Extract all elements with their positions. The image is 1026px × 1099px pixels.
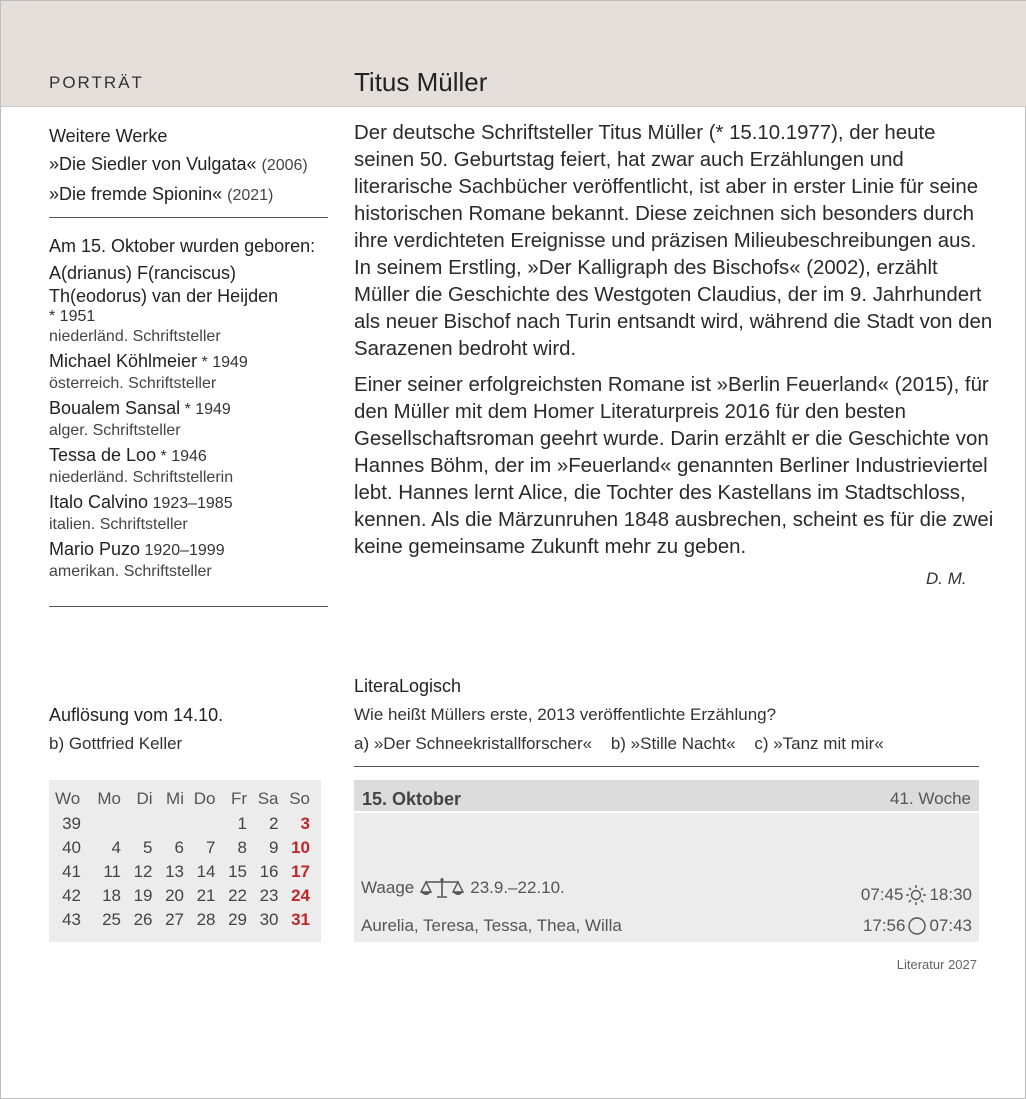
person-name: Tessa de Loo (49, 445, 157, 465)
week-number: 41 (62, 862, 81, 881)
born-list (49, 233, 328, 585)
article-body (354, 120, 994, 570)
person-desc: italien. Schriftsteller (49, 516, 188, 533)
work-year: (2006) (261, 157, 308, 174)
calendar-day: 8 (237, 838, 247, 857)
calendar-day-sunday: 3 (300, 814, 310, 833)
libra-scales-icon (420, 876, 464, 900)
quiz-options (354, 734, 898, 754)
calendar-day: 15 (228, 862, 247, 881)
calendar-day: 11 (103, 862, 121, 881)
quiz-option-b: b) »Stille Nacht« (610, 734, 736, 753)
calendar-header: Do (193, 789, 216, 808)
calendar-day: 13 (165, 862, 184, 881)
person-desc: österreich. Schriftsteller (49, 375, 217, 392)
footer-label: Literatur 2027 (896, 957, 977, 972)
person-years: * 1949 (201, 354, 248, 371)
calendar-header: Mo (97, 789, 121, 808)
section-label: PORTRÄT (49, 73, 144, 92)
calendar-week-row (49, 812, 310, 836)
solution-title: Auflösung vom 14.10. (49, 705, 224, 725)
person-entry (49, 397, 328, 441)
person-years: 1923–1985 (152, 495, 233, 512)
calendar-day: 19 (133, 886, 153, 905)
calendar-day (121, 812, 153, 836)
calendar-day: 25 (102, 910, 121, 929)
person-name: Italo Calvino (49, 492, 149, 512)
day-info-box (354, 780, 979, 942)
person-desc: niederländ. Schriftsteller (49, 328, 221, 345)
calendar-day: 6 (174, 838, 184, 857)
calendar-header: Wo (55, 789, 81, 808)
calendar-day: 2 (269, 814, 279, 833)
further-works (49, 123, 328, 210)
divider (49, 217, 328, 218)
calendar-day: 7 (206, 838, 216, 857)
calendar-day (184, 812, 216, 836)
calendar-day: 27 (165, 910, 184, 929)
person-years: * 1946 (160, 448, 207, 465)
calendar-day: 4 (111, 838, 121, 857)
solution-answer: b) Gottfried Keller (49, 734, 183, 753)
calendar-day-sunday: 24 (291, 886, 310, 905)
calendar-day: 12 (133, 862, 153, 881)
person-name: Michael Köhlmeier (49, 351, 198, 371)
calendar-day: 23 (259, 886, 279, 905)
divider (354, 766, 979, 767)
quiz-title: LiteraLogisch (354, 676, 462, 696)
moon-times (863, 916, 972, 936)
person-name: Mario Puzo (49, 539, 141, 559)
calendar-day: 5 (143, 838, 153, 857)
sun-icon (905, 884, 927, 906)
calendar-day: 1 (237, 814, 247, 833)
calendar-day: 18 (102, 886, 121, 905)
calendar-day-sunday: 10 (291, 838, 310, 857)
calendar-day-sunday: 17 (291, 862, 310, 881)
calendar-header: Mi (166, 789, 184, 808)
person-years: * 1949 (184, 401, 231, 418)
quiz-option-a: a) »Der Schneekristallforscher« (354, 734, 593, 753)
week-number: 39 (62, 814, 81, 833)
work-title: »Die fremde Spionin« (49, 184, 223, 204)
calendar-day: 28 (196, 910, 216, 929)
calendar-header: Sa (257, 789, 279, 808)
calendar-week-row (49, 908, 310, 932)
person-entry (49, 350, 328, 394)
week-number: 42 (62, 886, 81, 905)
zodiac-range: 23.9.–22.10. (470, 878, 565, 897)
zodiac-name: Waage (361, 878, 415, 897)
header-band (1, 1, 1026, 107)
further-works-heading: Weitere Werke (49, 126, 168, 146)
calendar-header-row (49, 786, 310, 812)
quiz-question: Wie heißt Müllers erste, 2013 veröffentlichte Erzählung? (354, 705, 777, 724)
person-desc: alger. Schriftsteller (49, 422, 181, 439)
month-calendar-table (49, 786, 310, 932)
name-days: Aurelia, Teresa, Tessa, Thea, Willa (361, 916, 622, 935)
calendar-header: Di (136, 789, 153, 808)
calendar-day: 20 (165, 886, 184, 905)
week-label: 41. Woche (890, 789, 971, 808)
person-name: A(drianus) F(ranciscus) Th(eodorus) van der Heijden (49, 263, 279, 306)
calendar-week-row (49, 884, 310, 908)
person-entry (49, 444, 328, 488)
calendar-day: 14 (196, 862, 216, 881)
article-paragraph: Der deutsche Schriftsteller Titus Müller (* 15.10.1977), der heute seinen 50. Geburtstag feiert, hat zwar auch Erzählungen und literarische Sachbücher veröffentlicht, ist aber in erster Linie für seine historischen Romane bekannt. Diese zeichnen sich besonders durch ihre verdichteten Ereignisse und präzisen Milieubeschreibungen aus. In seinem Erstling, »Der Kalligraph des Bischofs« (2002), erzählt Müller die Geschichte des Westgoten Claudius, der im 9. Jahrhundert als neuer Bischof nach Turin entsandt wird, während die Stadt von den Sarazenen bedroht wird. (354, 122, 993, 360)
calendar-header: So (289, 789, 310, 808)
moonset-time: 07:43 (929, 916, 972, 935)
calendar-day: 29 (228, 910, 247, 929)
calendar-day: 30 (259, 910, 279, 929)
author-initials: D. M. (926, 569, 967, 588)
calendar-day: 9 (269, 838, 279, 857)
calendar-day-sunday: 31 (291, 910, 310, 929)
page-title: Titus Müller (354, 67, 488, 97)
sunset-time: 18:30 (929, 885, 972, 904)
person-years: 1920–1999 (144, 542, 225, 559)
sunrise-time: 07:45 (860, 885, 904, 904)
article-paragraph: Einer seiner erfolgreichsten Romane ist »Berlin Feuerland« (2015), für den Müller mit dem Homer Literaturpreis 2016 für den besten Gesellschaftsroman geehrt wurde. Darin erzählt er die Geschichte von Hannes Böhm, der im »Feuerland« genannten Berliner Industrieviertel lebt. Hannes lernt Alice, die Tochter des Kastellans im Stadtschloss, kennen. Als die Märzunruhen 1848 ausbrechen, scheint es für die zwei keine gemeinsame Zukunft mehr zu geben. (354, 374, 994, 558)
person-desc: niederländ. Schriftstellerin (49, 469, 234, 486)
person-desc: amerikan. Schriftsteller (49, 563, 212, 580)
moon-circle-icon (907, 916, 927, 936)
week-number: 40 (62, 838, 81, 857)
quiz-option-c: c) »Tanz mit mir« (754, 734, 884, 753)
calendar-day (81, 812, 121, 836)
person-name: Boualem Sansal (49, 398, 181, 418)
person-entry (49, 262, 328, 347)
work-item (49, 150, 328, 180)
calendar-week-row (49, 836, 310, 860)
calendar-day: 22 (228, 886, 247, 905)
week-number: 43 (62, 910, 81, 929)
calendar-header: Fr (230, 789, 247, 808)
month-calendar (49, 780, 321, 942)
calendar-day: 26 (133, 910, 153, 929)
person-years: * 1951 (49, 308, 96, 325)
calendar-day (153, 812, 185, 836)
person-entry (49, 538, 328, 582)
calendar-day: 16 (259, 862, 279, 881)
divider (49, 606, 328, 607)
person-entry (49, 491, 328, 535)
work-item (49, 180, 328, 210)
calendar-week-row (49, 860, 310, 884)
born-heading: Am 15. Oktober wurden geboren: (49, 236, 316, 256)
work-title: »Die Siedler von Vulgata« (49, 154, 257, 174)
zodiac-row (361, 876, 565, 900)
work-year: (2021) (227, 187, 274, 204)
sun-times (861, 884, 972, 906)
calendar-day: 21 (196, 886, 216, 905)
day-header (354, 780, 979, 813)
moonrise-time: 17:56 (862, 916, 906, 935)
day-date: 15. Oktober (362, 789, 462, 809)
